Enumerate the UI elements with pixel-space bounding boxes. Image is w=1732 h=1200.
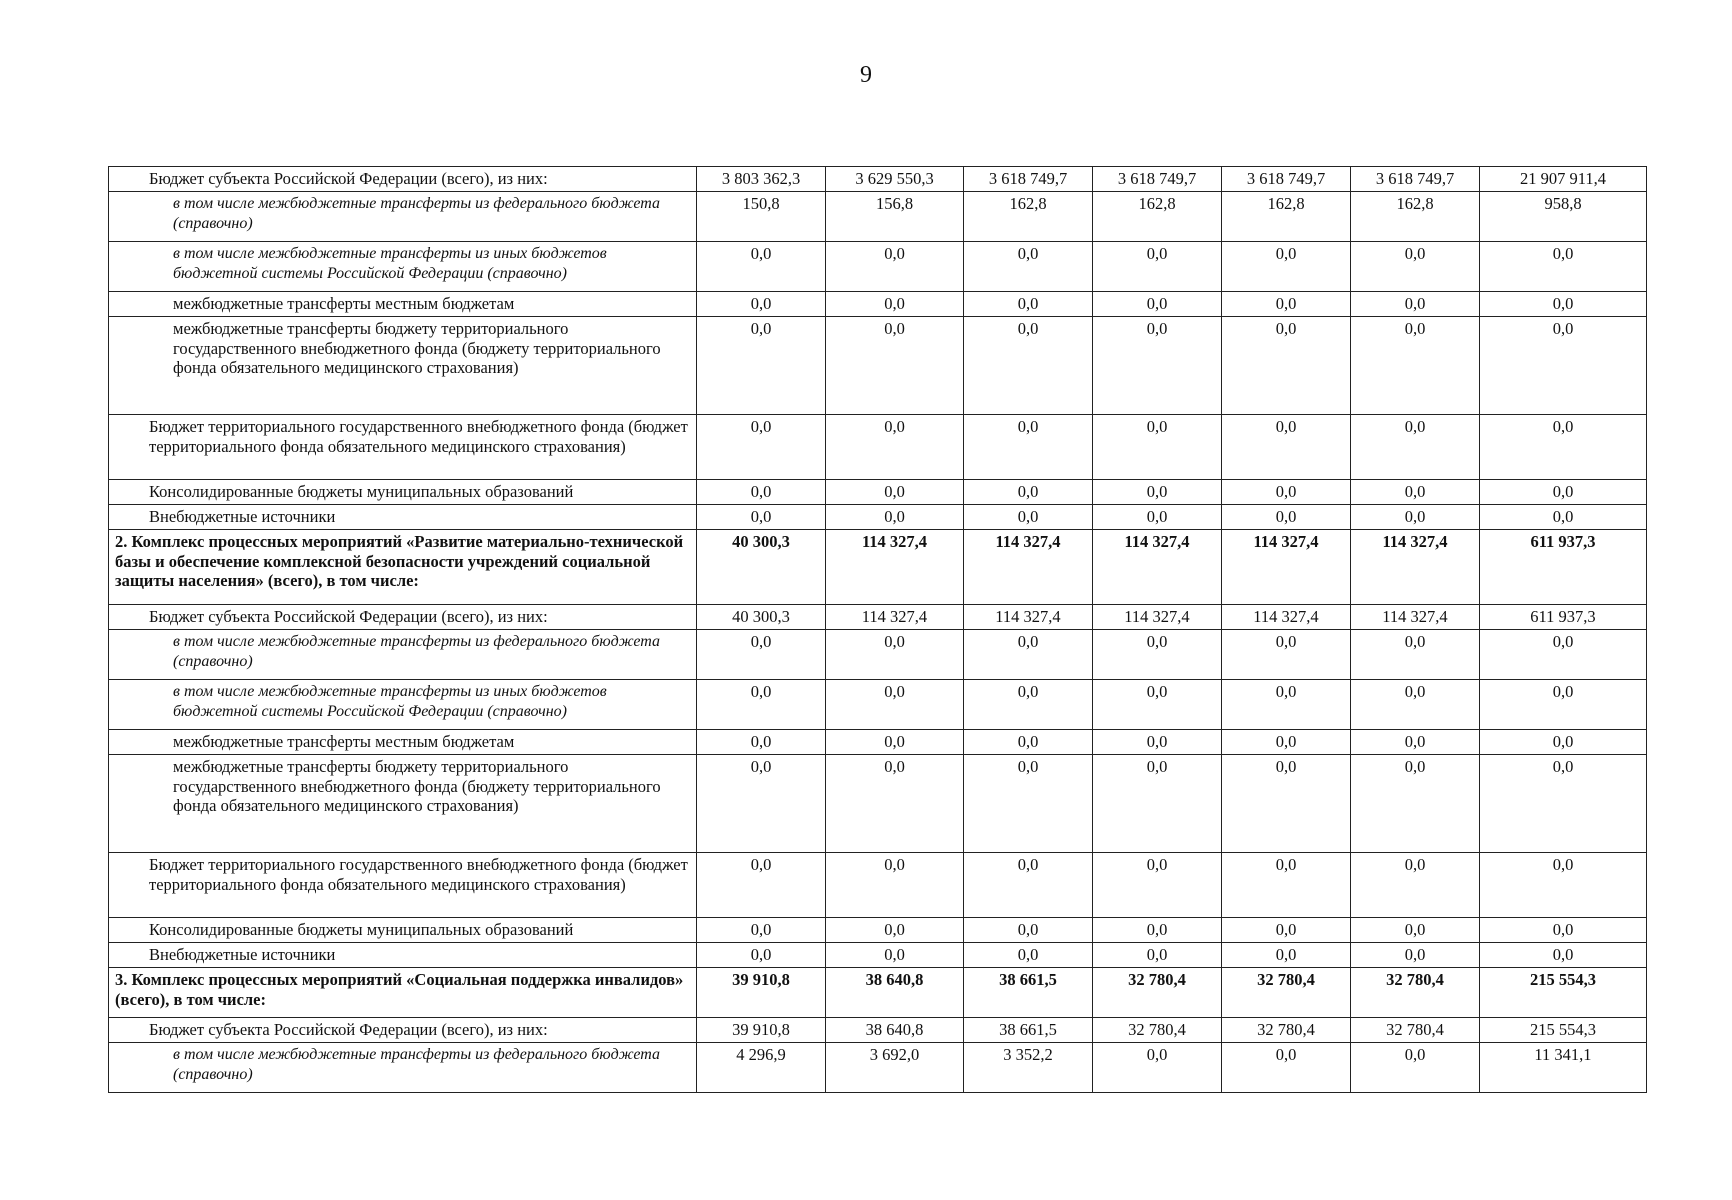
value-cell: 0,0 bbox=[826, 943, 964, 968]
value-cell: 0,0 bbox=[1480, 680, 1647, 730]
value-cell: 114 327,4 bbox=[1093, 530, 1222, 605]
value-cell: 39 910,8 bbox=[697, 1018, 826, 1043]
row-label: в том числе межбюджетные трансферты из федерального бюджета (справочно) bbox=[109, 1043, 697, 1093]
value-cell: 0,0 bbox=[964, 918, 1093, 943]
value-cell: 0,0 bbox=[964, 505, 1093, 530]
row-label: в том числе межбюджетные трансферты из иных бюджетов бюджетной системы Российской Федерации (справочно) bbox=[109, 680, 697, 730]
value-cell: 0,0 bbox=[1480, 415, 1647, 480]
value-cell: 0,0 bbox=[1093, 730, 1222, 755]
value-cell: 0,0 bbox=[697, 680, 826, 730]
value-cell: 0,0 bbox=[1222, 242, 1351, 292]
value-cell: 38 640,8 bbox=[826, 968, 964, 1018]
value-cell: 114 327,4 bbox=[826, 605, 964, 630]
value-cell: 114 327,4 bbox=[1351, 530, 1480, 605]
value-cell: 3 618 749,7 bbox=[1351, 167, 1480, 192]
value-cell: 0,0 bbox=[1222, 317, 1351, 415]
value-cell: 0,0 bbox=[1351, 415, 1480, 480]
value-cell: 0,0 bbox=[964, 480, 1093, 505]
row-label: межбюджетные трансферты бюджету территориального государственного внебюджетного фонда (бюджету территориального фонда обязательного медицинского страхования) bbox=[109, 755, 697, 853]
value-cell: 0,0 bbox=[826, 755, 964, 853]
value-cell: 0,0 bbox=[826, 505, 964, 530]
value-cell: 0,0 bbox=[826, 242, 964, 292]
value-cell: 114 327,4 bbox=[964, 605, 1093, 630]
value-cell: 0,0 bbox=[964, 853, 1093, 918]
value-cell: 215 554,3 bbox=[1480, 968, 1647, 1018]
value-cell: 162,8 bbox=[964, 192, 1093, 242]
table-row bbox=[109, 853, 1647, 918]
value-cell: 0,0 bbox=[1222, 755, 1351, 853]
value-cell: 0,0 bbox=[697, 317, 826, 415]
table-row bbox=[109, 317, 1647, 415]
value-cell: 0,0 bbox=[1222, 730, 1351, 755]
table-row bbox=[109, 505, 1647, 530]
row-label: Внебюджетные источники bbox=[109, 943, 697, 968]
value-cell: 40 300,3 bbox=[697, 530, 826, 605]
row-label: в том числе межбюджетные трансферты из иных бюджетов бюджетной системы Российской Федерации (справочно) bbox=[109, 242, 697, 292]
value-cell: 0,0 bbox=[964, 680, 1093, 730]
value-cell: 215 554,3 bbox=[1480, 1018, 1647, 1043]
value-cell: 0,0 bbox=[1222, 480, 1351, 505]
value-cell: 38 661,5 bbox=[964, 1018, 1093, 1043]
value-cell: 0,0 bbox=[1480, 943, 1647, 968]
section-row bbox=[109, 968, 1647, 1018]
value-cell: 0,0 bbox=[1093, 943, 1222, 968]
row-label: Бюджет субъекта Российской Федерации (всего), из них: bbox=[109, 167, 697, 192]
value-cell: 0,0 bbox=[1093, 755, 1222, 853]
value-cell: 0,0 bbox=[1093, 918, 1222, 943]
table-row bbox=[109, 630, 1647, 680]
value-cell: 0,0 bbox=[964, 755, 1093, 853]
row-label: Внебюджетные источники bbox=[109, 505, 697, 530]
table-row bbox=[109, 755, 1647, 853]
value-cell: 0,0 bbox=[1093, 317, 1222, 415]
value-cell: 3 618 749,7 bbox=[1222, 167, 1351, 192]
value-cell: 0,0 bbox=[1351, 242, 1480, 292]
value-cell: 0,0 bbox=[826, 853, 964, 918]
table-row bbox=[109, 292, 1647, 317]
value-cell: 0,0 bbox=[1351, 680, 1480, 730]
value-cell: 0,0 bbox=[964, 630, 1093, 680]
value-cell: 21 907 911,4 bbox=[1480, 167, 1647, 192]
row-label: в том числе межбюджетные трансферты из федерального бюджета (справочно) bbox=[109, 192, 697, 242]
value-cell: 114 327,4 bbox=[826, 530, 964, 605]
value-cell: 3 629 550,3 bbox=[826, 167, 964, 192]
table-row bbox=[109, 480, 1647, 505]
table-row bbox=[109, 167, 1647, 192]
value-cell: 38 661,5 bbox=[964, 968, 1093, 1018]
value-cell: 32 780,4 bbox=[1351, 1018, 1480, 1043]
value-cell: 32 780,4 bbox=[1222, 1018, 1351, 1043]
value-cell: 0,0 bbox=[697, 853, 826, 918]
row-label: 2. Комплекс процессных мероприятий «Развитие материально-технической базы и обеспечение комплексной безопасности учреждений социальной защиты населения» (всего), в том числе: bbox=[109, 530, 697, 605]
value-cell: 0,0 bbox=[1093, 242, 1222, 292]
value-cell: 0,0 bbox=[1222, 853, 1351, 918]
value-cell: 40 300,3 bbox=[697, 605, 826, 630]
row-label: Бюджет территориального государственного внебюджетного фонда (бюджет территориального фонда обязательного медицинского страхования) bbox=[109, 853, 697, 918]
table-row bbox=[109, 680, 1647, 730]
value-cell: 0,0 bbox=[1093, 630, 1222, 680]
value-cell: 0,0 bbox=[1351, 755, 1480, 853]
table-row bbox=[109, 242, 1647, 292]
value-cell: 0,0 bbox=[964, 943, 1093, 968]
table-row bbox=[109, 415, 1647, 480]
value-cell: 3 692,0 bbox=[826, 1043, 964, 1093]
value-cell: 0,0 bbox=[697, 730, 826, 755]
table-row bbox=[109, 943, 1647, 968]
value-cell: 0,0 bbox=[964, 317, 1093, 415]
row-label: Бюджет субъекта Российской Федерации (всего), из них: bbox=[109, 1018, 697, 1043]
value-cell: 0,0 bbox=[1222, 415, 1351, 480]
value-cell: 4 296,9 bbox=[697, 1043, 826, 1093]
budget-table bbox=[108, 166, 1647, 1093]
value-cell: 0,0 bbox=[1480, 242, 1647, 292]
value-cell: 0,0 bbox=[1093, 292, 1222, 317]
value-cell: 0,0 bbox=[826, 317, 964, 415]
value-cell: 0,0 bbox=[1222, 680, 1351, 730]
row-label: межбюджетные трансферты местным бюджетам bbox=[109, 292, 697, 317]
value-cell: 0,0 bbox=[1351, 730, 1480, 755]
value-cell: 0,0 bbox=[1351, 1043, 1480, 1093]
value-cell: 0,0 bbox=[697, 242, 826, 292]
value-cell: 0,0 bbox=[697, 480, 826, 505]
value-cell: 150,8 bbox=[697, 192, 826, 242]
value-cell: 0,0 bbox=[1480, 505, 1647, 530]
value-cell: 0,0 bbox=[1480, 292, 1647, 317]
table-row bbox=[109, 192, 1647, 242]
value-cell: 0,0 bbox=[1351, 943, 1480, 968]
value-cell: 3 803 362,3 bbox=[697, 167, 826, 192]
value-cell: 0,0 bbox=[1222, 918, 1351, 943]
value-cell: 0,0 bbox=[1093, 1043, 1222, 1093]
value-cell: 0,0 bbox=[697, 505, 826, 530]
row-label: в том числе межбюджетные трансферты из федерального бюджета (справочно) bbox=[109, 630, 697, 680]
value-cell: 0,0 bbox=[1480, 630, 1647, 680]
value-cell: 0,0 bbox=[1480, 918, 1647, 943]
table-row bbox=[109, 1018, 1647, 1043]
value-cell: 611 937,3 bbox=[1480, 530, 1647, 605]
row-label: межбюджетные трансферты бюджету территориального государственного внебюджетного фонда (бюджету территориального фонда обязательного медицинского страхования) bbox=[109, 317, 697, 415]
value-cell: 162,8 bbox=[1093, 192, 1222, 242]
value-cell: 32 780,4 bbox=[1093, 1018, 1222, 1043]
value-cell: 0,0 bbox=[826, 680, 964, 730]
row-label: Консолидированные бюджеты муниципальных образований bbox=[109, 480, 697, 505]
value-cell: 0,0 bbox=[964, 292, 1093, 317]
value-cell: 0,0 bbox=[1351, 853, 1480, 918]
value-cell: 0,0 bbox=[697, 415, 826, 480]
value-cell: 0,0 bbox=[1222, 292, 1351, 317]
value-cell: 0,0 bbox=[1351, 918, 1480, 943]
value-cell: 0,0 bbox=[826, 918, 964, 943]
value-cell: 0,0 bbox=[1480, 480, 1647, 505]
value-cell: 114 327,4 bbox=[1351, 605, 1480, 630]
row-label: межбюджетные трансферты местным бюджетам bbox=[109, 730, 697, 755]
value-cell: 0,0 bbox=[964, 242, 1093, 292]
value-cell: 0,0 bbox=[697, 755, 826, 853]
value-cell: 0,0 bbox=[1351, 317, 1480, 415]
table-row bbox=[109, 1043, 1647, 1093]
value-cell: 0,0 bbox=[1351, 480, 1480, 505]
value-cell: 11 341,1 bbox=[1480, 1043, 1647, 1093]
page-number: 9 bbox=[860, 62, 872, 88]
value-cell: 0,0 bbox=[697, 918, 826, 943]
value-cell: 0,0 bbox=[1093, 415, 1222, 480]
value-cell: 0,0 bbox=[1222, 1043, 1351, 1093]
value-cell: 32 780,4 bbox=[1351, 968, 1480, 1018]
table-row bbox=[109, 605, 1647, 630]
budget-table-body bbox=[109, 167, 1647, 1093]
section-row bbox=[109, 530, 1647, 605]
value-cell: 32 780,4 bbox=[1222, 968, 1351, 1018]
value-cell: 162,8 bbox=[1351, 192, 1480, 242]
value-cell: 958,8 bbox=[1480, 192, 1647, 242]
value-cell: 0,0 bbox=[1480, 853, 1647, 918]
table-row bbox=[109, 730, 1647, 755]
value-cell: 0,0 bbox=[826, 292, 964, 317]
value-cell: 0,0 bbox=[964, 730, 1093, 755]
row-label: 3. Комплекс процессных мероприятий «Социальная поддержка инвалидов» (всего), в том числе: bbox=[109, 968, 697, 1018]
value-cell: 0,0 bbox=[1222, 943, 1351, 968]
value-cell: 0,0 bbox=[1222, 505, 1351, 530]
row-label: Бюджет субъекта Российской Федерации (всего), из них: bbox=[109, 605, 697, 630]
value-cell: 0,0 bbox=[1093, 505, 1222, 530]
value-cell: 3 618 749,7 bbox=[964, 167, 1093, 192]
value-cell: 0,0 bbox=[1093, 480, 1222, 505]
row-label: Консолидированные бюджеты муниципальных образований bbox=[109, 918, 697, 943]
value-cell: 0,0 bbox=[826, 480, 964, 505]
value-cell: 39 910,8 bbox=[697, 968, 826, 1018]
value-cell: 0,0 bbox=[826, 630, 964, 680]
value-cell: 0,0 bbox=[1093, 853, 1222, 918]
value-cell: 3 352,2 bbox=[964, 1043, 1093, 1093]
value-cell: 38 640,8 bbox=[826, 1018, 964, 1043]
value-cell: 162,8 bbox=[1222, 192, 1351, 242]
value-cell: 0,0 bbox=[1480, 317, 1647, 415]
value-cell: 0,0 bbox=[697, 943, 826, 968]
value-cell: 0,0 bbox=[697, 630, 826, 680]
value-cell: 0,0 bbox=[1351, 292, 1480, 317]
value-cell: 156,8 bbox=[826, 192, 964, 242]
value-cell: 0,0 bbox=[1480, 730, 1647, 755]
table-row bbox=[109, 918, 1647, 943]
value-cell: 0,0 bbox=[826, 730, 964, 755]
value-cell: 114 327,4 bbox=[1222, 605, 1351, 630]
value-cell: 0,0 bbox=[826, 415, 964, 480]
value-cell: 32 780,4 bbox=[1093, 968, 1222, 1018]
value-cell: 0,0 bbox=[1093, 680, 1222, 730]
value-cell: 0,0 bbox=[1222, 630, 1351, 680]
value-cell: 0,0 bbox=[1351, 505, 1480, 530]
value-cell: 0,0 bbox=[1480, 755, 1647, 853]
value-cell: 611 937,3 bbox=[1480, 605, 1647, 630]
value-cell: 0,0 bbox=[964, 415, 1093, 480]
value-cell: 114 327,4 bbox=[1093, 605, 1222, 630]
row-label: Бюджет территориального государственного внебюджетного фонда (бюджет территориального фонда обязательного медицинского страхования) bbox=[109, 415, 697, 480]
value-cell: 114 327,4 bbox=[964, 530, 1093, 605]
value-cell: 0,0 bbox=[1351, 630, 1480, 680]
value-cell: 0,0 bbox=[697, 292, 826, 317]
value-cell: 3 618 749,7 bbox=[1093, 167, 1222, 192]
value-cell: 114 327,4 bbox=[1222, 530, 1351, 605]
